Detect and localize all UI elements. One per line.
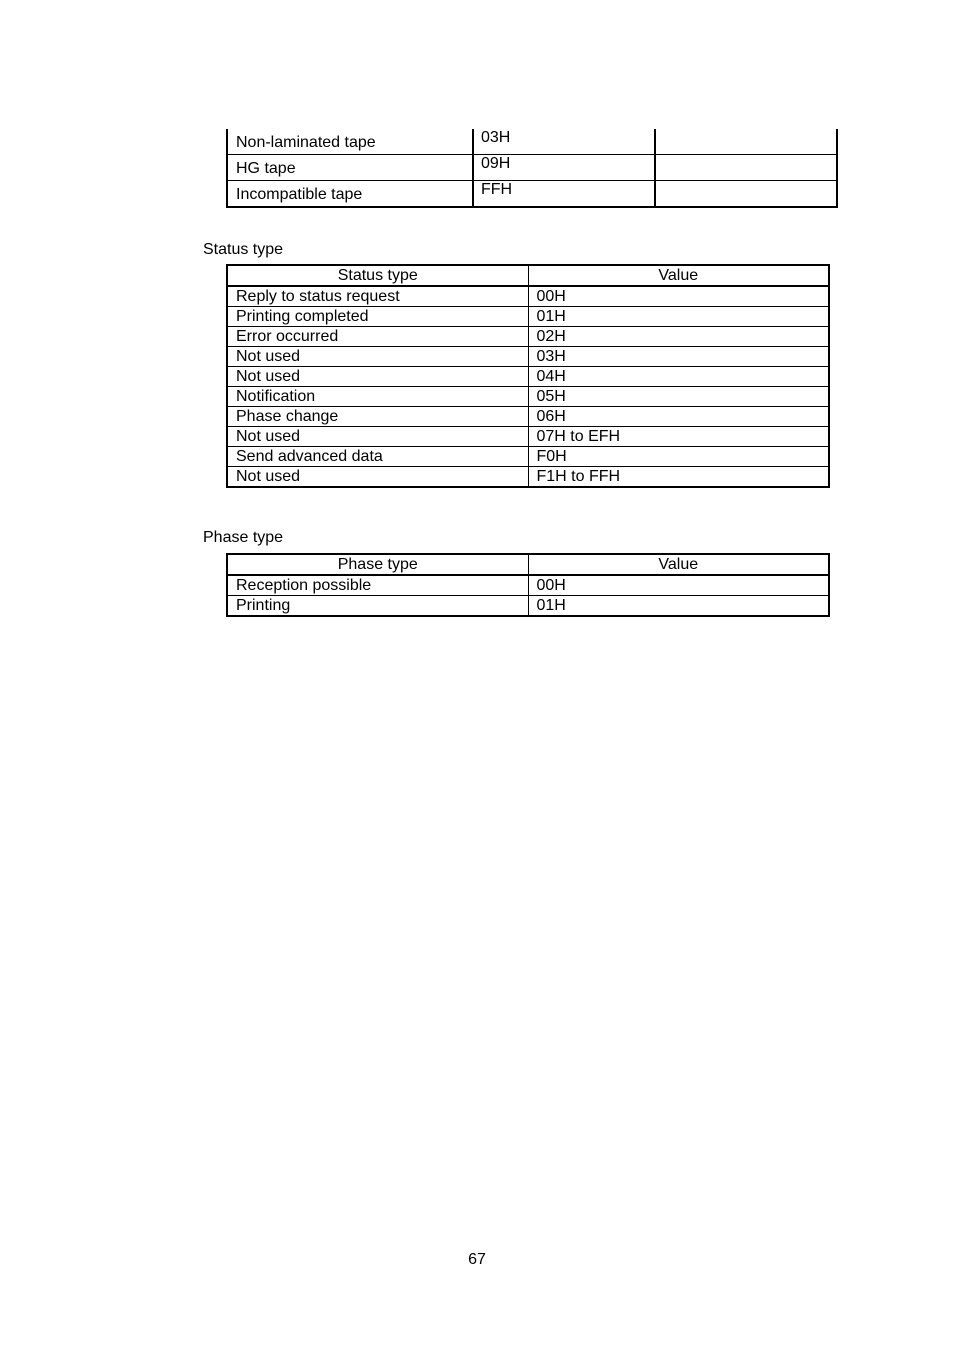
table-row (227, 387, 829, 407)
tape-extra-cell (655, 155, 837, 181)
tape-value-cell: 03H (473, 129, 655, 155)
table-row (227, 286, 829, 307)
table-row (227, 347, 829, 367)
table-row (227, 427, 829, 447)
status-name-cell: Error occurred (227, 327, 528, 347)
tape-extra-cell (655, 129, 837, 155)
tape-name-cell: Incompatible tape (227, 181, 473, 208)
tape-extra-cell (655, 181, 837, 208)
table-row (227, 467, 829, 488)
phase-type-table (226, 553, 830, 617)
status-value-cell: 01H (528, 307, 829, 327)
page-number: 67 (468, 1251, 486, 1268)
status-name-cell: Phase change (227, 407, 528, 427)
status-value-cell: 03H (528, 347, 829, 367)
phase-name-cell: Reception possible (227, 575, 528, 596)
tape-value-cell: FFH (473, 181, 655, 208)
status-value-cell: 00H (528, 286, 829, 307)
status-value-cell: F1H to FFH (528, 467, 829, 488)
status-name-cell: Send advanced data (227, 447, 528, 467)
phase-type-heading: Phase type (203, 529, 284, 546)
status-value-cell: 06H (528, 407, 829, 427)
status-type-heading: Status type (203, 241, 284, 258)
status-name-cell: Notification (227, 387, 528, 407)
status-name-cell: Not used (227, 467, 528, 488)
status-value-cell: 02H (528, 327, 829, 347)
column-header: Value (528, 265, 829, 286)
status-type-table (226, 264, 830, 488)
column-header: Status type (227, 265, 528, 286)
table-row (227, 181, 837, 208)
status-value-cell: F0H (528, 447, 829, 467)
table-row (227, 129, 837, 155)
status-value-cell: 07H to EFH (528, 427, 829, 447)
status-value-cell: 05H (528, 387, 829, 407)
column-header: Phase type (227, 554, 528, 575)
phase-value-cell: 01H (528, 596, 829, 617)
tape-value-cell: 09H (473, 155, 655, 181)
tape-type-table (226, 129, 838, 208)
status-name-cell: Not used (227, 367, 528, 387)
status-name-cell: Printing completed (227, 307, 528, 327)
tape-name-cell: Non-laminated tape (227, 129, 473, 155)
table-row (227, 367, 829, 387)
table-header-row (227, 554, 829, 575)
phase-value-cell: 00H (528, 575, 829, 596)
table-row (227, 155, 837, 181)
table-row (227, 575, 829, 596)
status-value-cell: 04H (528, 367, 829, 387)
table-row (227, 596, 829, 617)
table-row (227, 407, 829, 427)
table-row (227, 327, 829, 347)
status-name-cell: Not used (227, 427, 528, 447)
column-header: Value (528, 554, 829, 575)
table-row (227, 307, 829, 327)
phase-name-cell: Printing (227, 596, 528, 617)
table-row (227, 447, 829, 467)
tape-name-cell: HG tape (227, 155, 473, 181)
status-name-cell: Reply to status request (227, 286, 528, 307)
table-header-row (227, 265, 829, 286)
status-name-cell: Not used (227, 347, 528, 367)
